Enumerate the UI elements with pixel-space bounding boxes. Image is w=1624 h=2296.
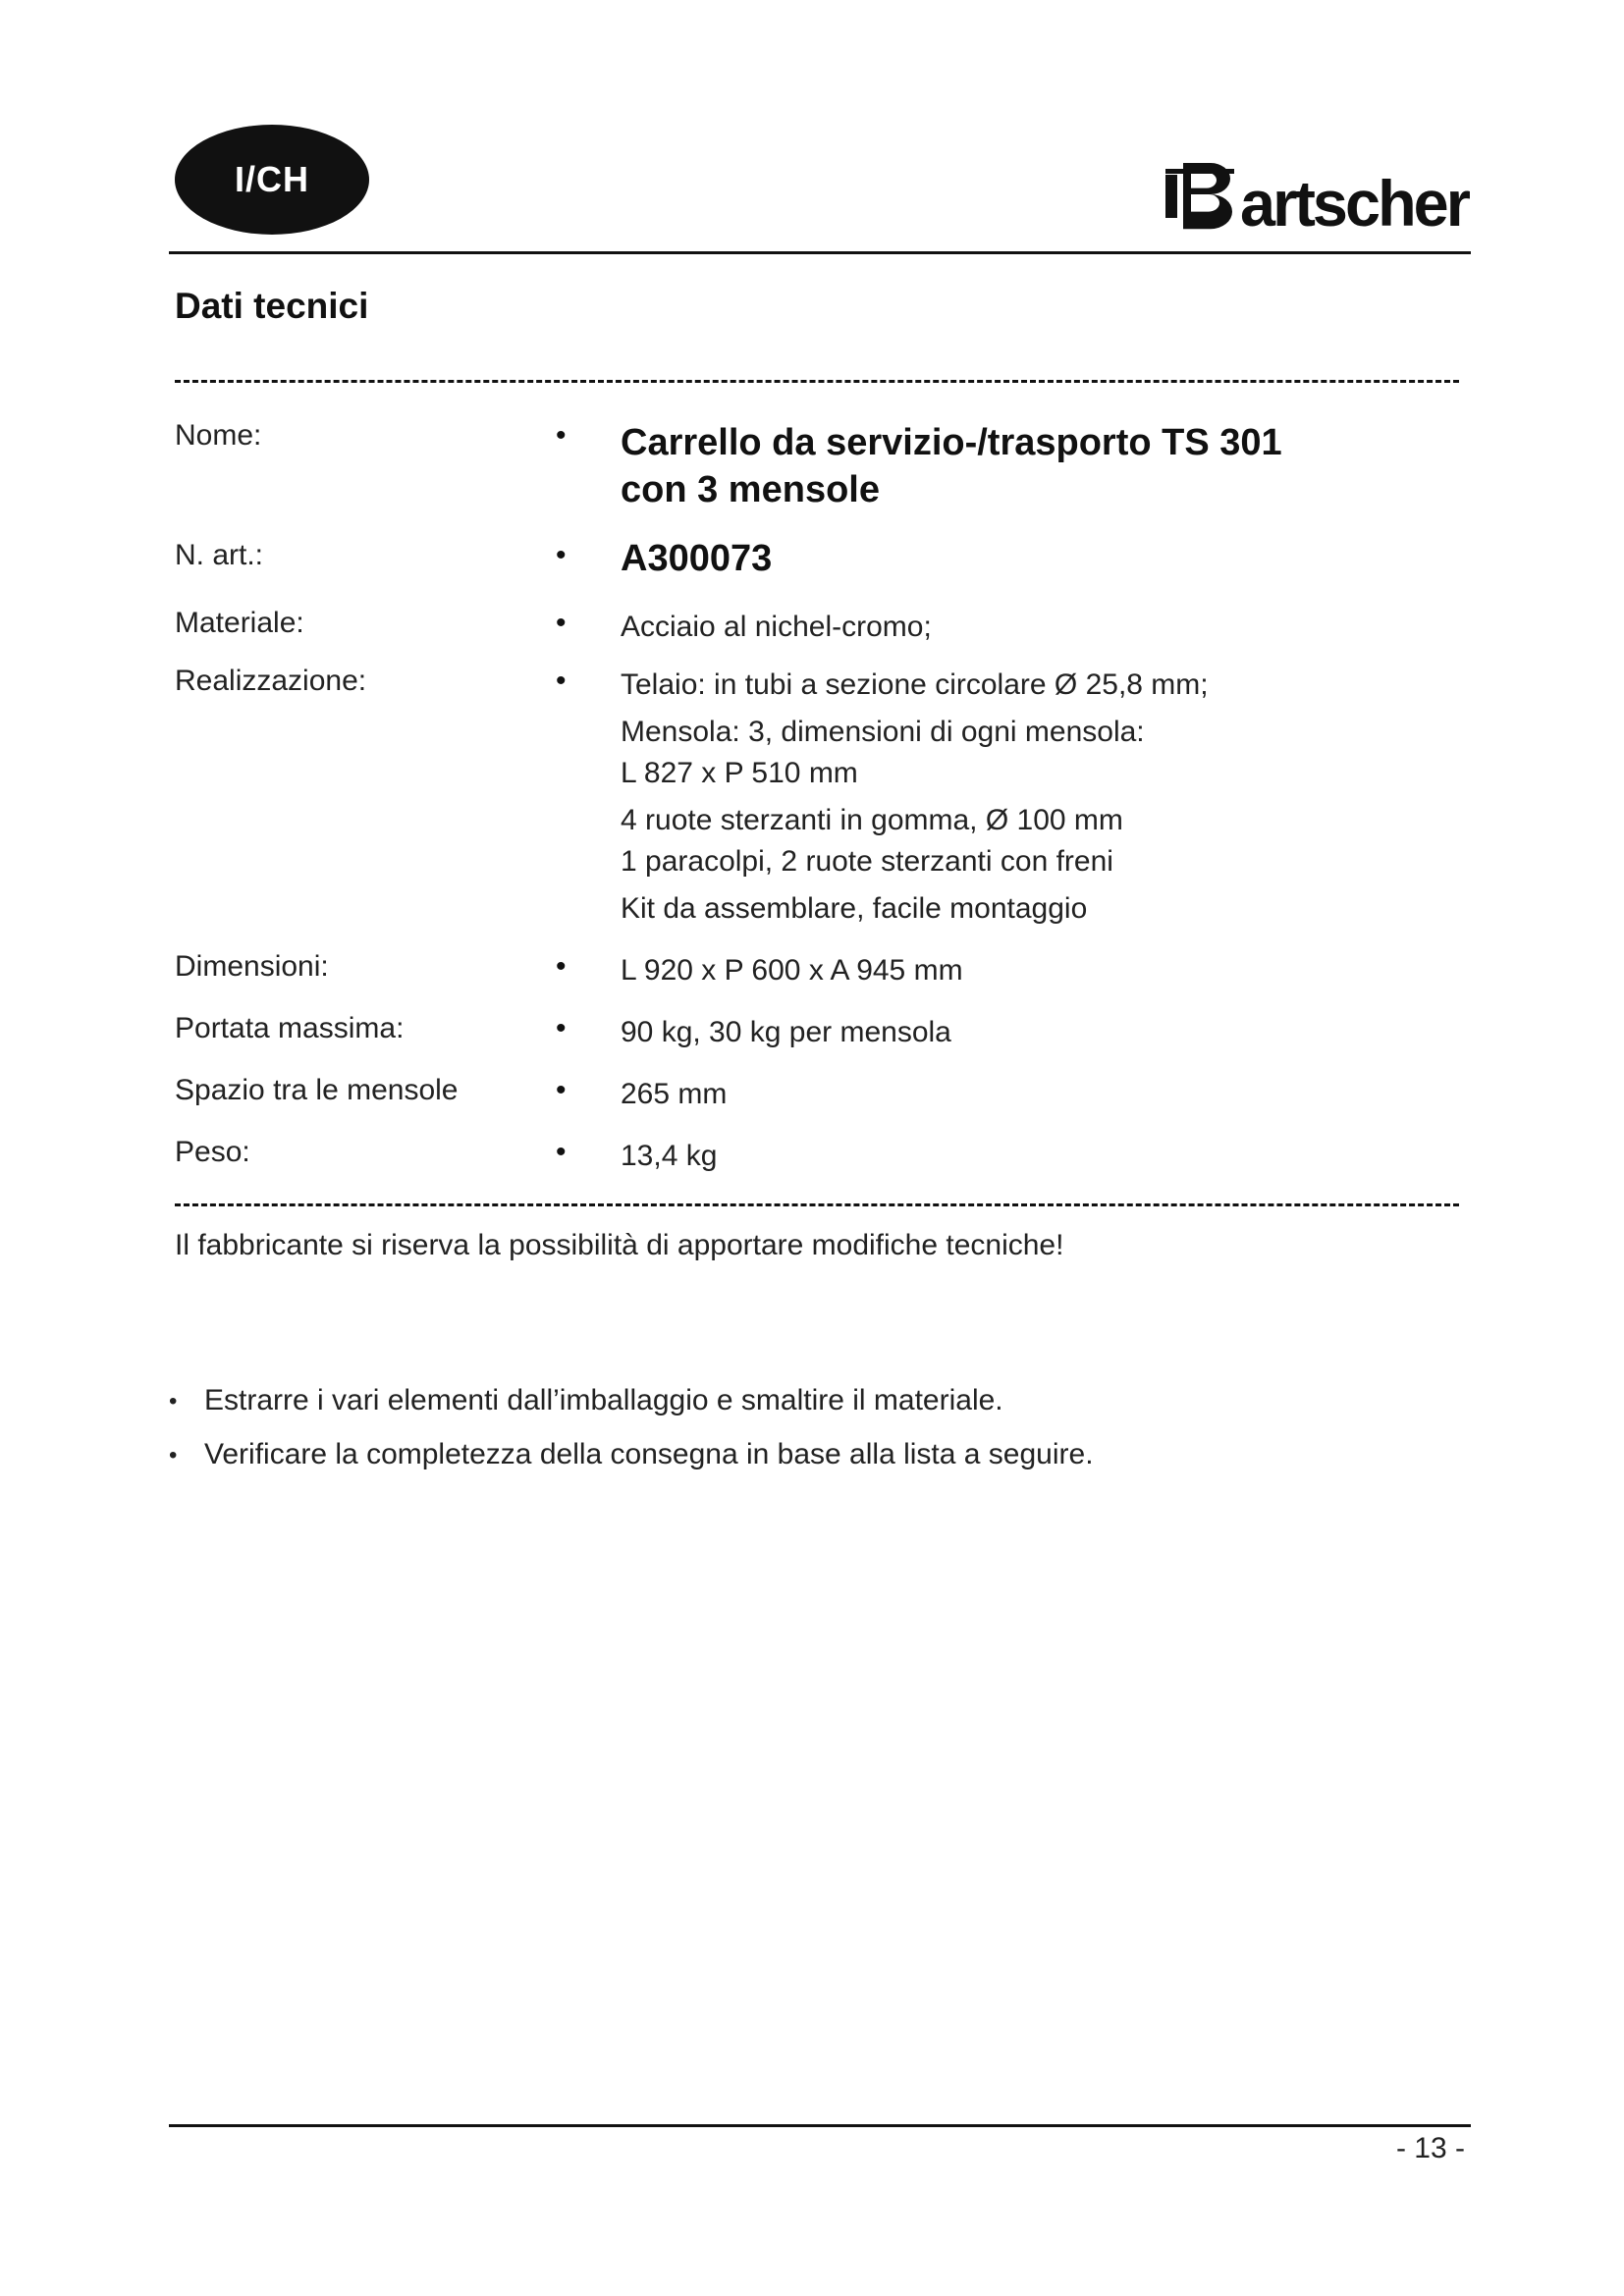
header-divider (169, 251, 1471, 254)
bullet-icon: • (556, 1012, 567, 1044)
spec-value-line: 4 ruote sterzanti in gomma, Ø 100 mm (621, 804, 1123, 836)
spec-value-line: Acciaio al nichel-cromo; (621, 611, 932, 643)
spec-value (621, 1012, 951, 1053)
dashed-divider-top (175, 380, 1459, 383)
spec-value (621, 1136, 717, 1177)
bullet-icon: • (556, 665, 567, 697)
bullet-icon: • (556, 950, 567, 983)
bullet-icon: • (556, 419, 567, 452)
language-badge-label: I/CH (235, 159, 309, 199)
footer-divider (169, 2124, 1471, 2127)
bullet-icon: • (169, 1442, 178, 1469)
spec-value-line: 13,4 kg (621, 1140, 718, 1172)
bullet-icon: • (556, 1074, 567, 1106)
bullet-icon: • (556, 607, 567, 639)
spec-label: Peso: (175, 1136, 250, 1168)
instruction-item (169, 1438, 1094, 1471)
spec-value-line: 90 kg, 30 kg per mensola (621, 1016, 951, 1048)
spec-label: Portata massima: (175, 1012, 405, 1044)
dashed-divider-bottom (175, 1203, 1459, 1206)
spec-label: Spazio tra le mensole (175, 1074, 459, 1106)
spec-label: N. art.: (175, 539, 264, 571)
spec-value-line: L 827 x P 510 mm (621, 757, 858, 789)
section-title: Dati tecnici (175, 286, 369, 326)
spec-value-line: con 3 mensole (621, 469, 880, 510)
spec-label: Realizzazione: (175, 665, 367, 697)
manufacturer-note: Il fabbricante si riserva la possibilità di apportare modifiche tecniche! (175, 1229, 1064, 1261)
instruction-text: Verificare la completezza della consegna in base alla lista a seguire. (204, 1438, 1094, 1470)
spec-value (621, 665, 1209, 930)
logo-wordmark: artscher (1240, 167, 1471, 240)
spec-value-line: Telaio: in tubi a sezione circolare Ø 25,8 mm; (621, 668, 1209, 701)
spec-value-line: 265 mm (621, 1078, 728, 1110)
spec-label: Nome: (175, 419, 262, 452)
spec-value (621, 1074, 727, 1115)
instruction-text: Estrarre i vari elementi dall’imballaggio e smaltire il materiale. (204, 1384, 1003, 1416)
spec-value (621, 419, 1282, 513)
spec-value-line: L 920 x P 600 x A 945 mm (621, 954, 963, 987)
spec-value-line: A300073 (621, 538, 773, 579)
spec-value-line: Mensola: 3, dimensioni di ogni mensola: (621, 716, 1145, 748)
bullet-icon: • (556, 1136, 567, 1168)
spec-label: Materiale: (175, 607, 304, 639)
page-number: - 13 - (1395, 2132, 1465, 2164)
spec-label: Dimensioni: (175, 950, 329, 983)
spec-value (621, 950, 963, 991)
instruction-item (169, 1384, 1003, 1417)
bartscher-logo (1162, 147, 1476, 245)
bullet-icon: • (169, 1388, 178, 1415)
spec-value-line: 1 paracolpi, 2 ruote sterzanti con freni (621, 845, 1113, 878)
language-badge (175, 125, 369, 235)
spec-value-line: Kit da assemblare, facile montaggio (621, 892, 1088, 925)
spec-value-line: Carrello da servizio-/trasporto TS 301 (621, 422, 1282, 463)
spec-value (621, 535, 772, 582)
bullet-icon: • (556, 539, 567, 571)
spec-value (621, 607, 932, 648)
